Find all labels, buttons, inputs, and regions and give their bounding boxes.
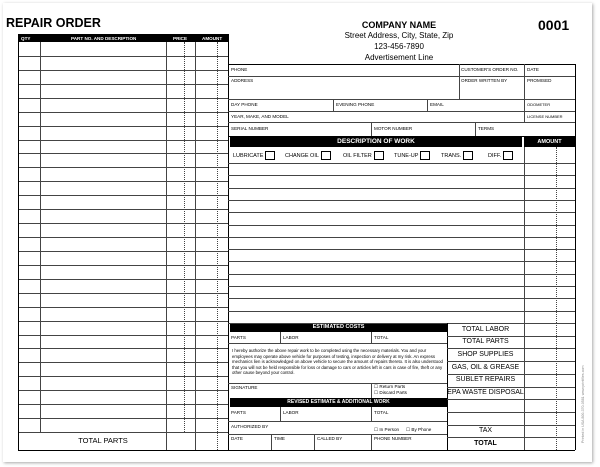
discard-parts-label: Discard Parts [379, 390, 407, 395]
totals-row-label: SHOP SUPPLIES [457, 350, 514, 358]
diff-label: DIFF. [488, 152, 502, 159]
totals-row-line [447, 348, 575, 349]
signature-label: SIGNATURE [231, 385, 258, 390]
totals-row-label: TOTAL LABOR [461, 325, 510, 333]
parts-table-row [18, 348, 228, 349]
oil-filter-label: OIL FILTER [343, 152, 372, 159]
parts-table-row [18, 181, 228, 182]
order-written-by-label: ORDER WRITTEN BY [461, 78, 508, 83]
estimated-costs-header: ESTIMATED COSTS [230, 323, 447, 332]
revised-divider-labor [280, 407, 281, 421]
call-divider-time [271, 434, 272, 450]
parts-table-row [18, 195, 228, 196]
tune-up-checkbox[interactable] [420, 151, 430, 160]
estimate-top-border [228, 323, 575, 324]
change-oil-label: CHANGE OIL [285, 152, 319, 159]
work-description-row [228, 274, 575, 275]
description-column-header: PART NO. AND DESCRIPTION [71, 35, 137, 41]
totals-row-label: TOTAL [474, 439, 497, 447]
revised-estimate-header: REVISED ESTIMATE & ADDITIONAL WORK [230, 398, 447, 407]
signature-line-top [228, 383, 447, 384]
serial-number-label: SERIAL NUMBER [231, 126, 269, 131]
work-description-row [228, 200, 575, 201]
authorized-line [228, 434, 447, 435]
total-parts-label: TOTAL PARTS [78, 436, 128, 445]
parts-table-row [18, 209, 228, 210]
work-description-row [228, 212, 575, 213]
info-block-top [228, 64, 575, 65]
discard-parts-checkbox-icon[interactable]: ☐ [374, 390, 379, 395]
parts-divider-amount [195, 42, 196, 450]
totals-row-label: EPA WASTE DISPOSAL [447, 389, 524, 396]
price-column-header: PRICE [173, 35, 188, 41]
totals-row-line [447, 412, 575, 413]
parts-divider-qty [40, 42, 41, 432]
odometer-label: ODOMETER [527, 102, 551, 107]
work-description-row [228, 188, 575, 189]
parts-table-left-border [18, 34, 19, 450]
lubricate-label: LUBRICATE [233, 152, 264, 159]
call-divider-called-by [314, 434, 315, 450]
info-divider-email [427, 99, 428, 111]
info-row-line-1 [228, 76, 575, 77]
totals-row-line [447, 399, 575, 400]
by-phone-option[interactable] [406, 427, 431, 432]
email-label: EMAIL [430, 102, 444, 107]
diff-checkbox[interactable] [503, 151, 513, 160]
estimate-bottom-border [228, 450, 575, 451]
work-description-row [228, 261, 575, 262]
parts-table-bottom-border [18, 450, 228, 451]
signature-divider [371, 383, 372, 398]
company-address: Street Address, City, State, Zip [344, 31, 454, 40]
promised-label: PROMISED [527, 78, 552, 83]
year-make-model-label: YEAR, MAKE, AND MODEL [231, 114, 289, 119]
in-person-option[interactable] [374, 427, 399, 432]
totals-row-line [447, 437, 575, 438]
parts-table-row [18, 112, 228, 113]
work-description-row [228, 249, 575, 250]
address-label: ADDRESS [231, 78, 254, 83]
revised-parts-label: PARTS [231, 410, 246, 415]
work-description-row [228, 286, 575, 287]
work-cents-divider [556, 147, 557, 323]
parts-table-row [18, 265, 228, 266]
terms-label: TERMS [478, 126, 495, 131]
estimate-labor-label: LABOR [283, 335, 299, 340]
work-options-row [233, 151, 523, 161]
parts-divider-price [184, 42, 185, 432]
called-by-label: CALLED BY [317, 436, 343, 441]
parts-table-row [18, 70, 228, 71]
estimate-line-1 [228, 343, 447, 344]
totals-row-label: SUBLET REPAIRS [455, 376, 516, 384]
parts-divider-desc [166, 42, 167, 450]
info-row-line-2 [228, 99, 575, 100]
trans-label: TRANS. [441, 152, 462, 159]
call-time-label: TIME [274, 436, 285, 441]
date-label: DATE [527, 67, 539, 72]
parts-table-row [18, 376, 228, 377]
oil-filter-option[interactable] [343, 151, 384, 160]
phone-number-label: PHONE NUMBER [374, 436, 412, 441]
parts-table-row [18, 335, 228, 336]
work-description-row [228, 298, 575, 299]
authorization-text: I hereby authorize the above repair work to be completed using the necessary materials. You and your employees may operate above vehicle for purposes of testing, inspection or delivery at my risk. An express mechanics lien is acknowledged on above vehicle to secure the amount of repairs thereto. It is also understood that you will not be held responsible for loss or damage to cars or articles left in cars in case of fire, theft or any other cause beyond your control. [232, 348, 443, 376]
day-phone-label: DAY PHONE [231, 102, 258, 107]
totals-row-line [447, 336, 575, 337]
work-description-row [228, 311, 575, 312]
work-description-row [228, 163, 575, 164]
info-block-right-border [575, 64, 576, 450]
trans-checkbox[interactable] [463, 151, 473, 160]
side-print-text: Printed in USA 800-370-0581 www.printfiles.com [581, 365, 585, 443]
work-description-row [228, 237, 575, 238]
in-person-label: In Person [379, 427, 400, 432]
totals-row-line [447, 425, 575, 426]
revised-divider-total [371, 407, 372, 421]
parts-table-row [18, 140, 228, 141]
info-divider-date [524, 64, 525, 122]
work-description-row [228, 225, 575, 226]
revised-labor-label: LABOR [283, 410, 299, 415]
by-phone-label: By Phone [411, 427, 432, 432]
info-divider-motor [371, 122, 372, 136]
repair-order-form [3, 3, 592, 462]
return-parts-option[interactable] [374, 384, 405, 389]
amount-column-header: AMOUNT [202, 35, 223, 41]
return-parts-checkbox-icon[interactable]: ☐ [374, 384, 379, 389]
tune-up-option[interactable] [394, 151, 430, 160]
totals-row-label: TOTAL PARTS [462, 338, 509, 346]
work-amount-divider [524, 147, 525, 323]
license-number-label: LICENSE NUMBER [527, 114, 563, 119]
info-divider-evening-phone [333, 99, 334, 111]
qty-column-header: QTY [21, 35, 31, 41]
return-parts-label: Return Parts [379, 384, 406, 389]
parts-table-row [18, 418, 228, 419]
advertisement-line: Advertisement Line [364, 53, 434, 62]
work-description-row [228, 175, 575, 176]
parts-table-row [18, 404, 228, 405]
parts-table-row [18, 362, 228, 363]
parts-table-row [18, 251, 228, 252]
work-amount-header: AMOUNT [524, 137, 575, 147]
parts-table-row [18, 167, 228, 168]
totals-row-line [447, 361, 575, 362]
totals-row-label: GAS, OIL & GREASE [451, 363, 520, 371]
revised-total-label: TOTAL [374, 410, 389, 415]
motor-number-label: MOTOR NUMBER [374, 126, 413, 131]
revised-line-1 [228, 421, 447, 422]
parts-table-row [18, 237, 228, 238]
parts-table-row [18, 84, 228, 85]
discard-parts-option[interactable] [374, 390, 407, 395]
estimate-total-label: TOTAL [374, 335, 389, 340]
totals-row-label: TAX [478, 427, 493, 435]
call-divider-phone [371, 434, 372, 450]
parts-table-row [18, 56, 228, 57]
parts-table-row [18, 390, 228, 391]
parts-table-row [18, 432, 228, 433]
parts-table-row [18, 307, 228, 308]
form-title: REPAIR ORDER [6, 16, 101, 30]
phone-label: PHONE [231, 67, 248, 72]
info-row-line-3 [228, 111, 575, 112]
parts-table-row [18, 279, 228, 280]
diff-option[interactable] [488, 151, 513, 160]
lubricate-checkbox[interactable] [265, 151, 275, 160]
parts-table-row [18, 293, 228, 294]
description-of-work-header: DESCRIPTION OF WORK [230, 137, 522, 147]
info-divider-order-no [459, 64, 460, 99]
info-row-line-4 [228, 122, 575, 123]
parts-table-row [18, 126, 228, 127]
parts-table-right-border [228, 34, 229, 450]
call-date-label: DATE [231, 436, 243, 441]
by-phone-checkbox-icon[interactable]: ☐ [406, 427, 411, 432]
totals-row-line [447, 374, 575, 375]
totals-row-line [447, 387, 575, 388]
order-number: 0001 [538, 17, 570, 33]
authorized-by-label: AUTHORIZED BY [231, 424, 269, 429]
company-name: COMPANY NAME [361, 20, 437, 30]
change-oil-option[interactable] [285, 151, 331, 160]
parts-table-row [18, 153, 228, 154]
in-person-checkbox-icon[interactable]: ☐ [374, 427, 379, 432]
customers-order-no-label: CUSTOMER'S ORDER NO. [461, 67, 519, 72]
parts-table-row [18, 321, 228, 322]
lubricate-option[interactable] [233, 151, 275, 160]
trans-option[interactable] [441, 151, 473, 160]
company-phone: 123-456-7890 [374, 42, 424, 51]
info-divider-terms [475, 122, 476, 136]
estimate-divider-labor [280, 332, 281, 343]
parts-divider-cents [217, 42, 218, 450]
parts-table-row [18, 98, 228, 99]
change-oil-checkbox[interactable] [321, 151, 331, 160]
parts-table-row [18, 223, 228, 224]
oil-filter-checkbox[interactable] [374, 151, 384, 160]
tune-up-label: TUNE-UP [394, 152, 419, 159]
evening-phone-label: EVENING PHONE [336, 102, 375, 107]
estimate-divider-total [371, 332, 372, 343]
estimate-parts-label: PARTS [231, 335, 246, 340]
